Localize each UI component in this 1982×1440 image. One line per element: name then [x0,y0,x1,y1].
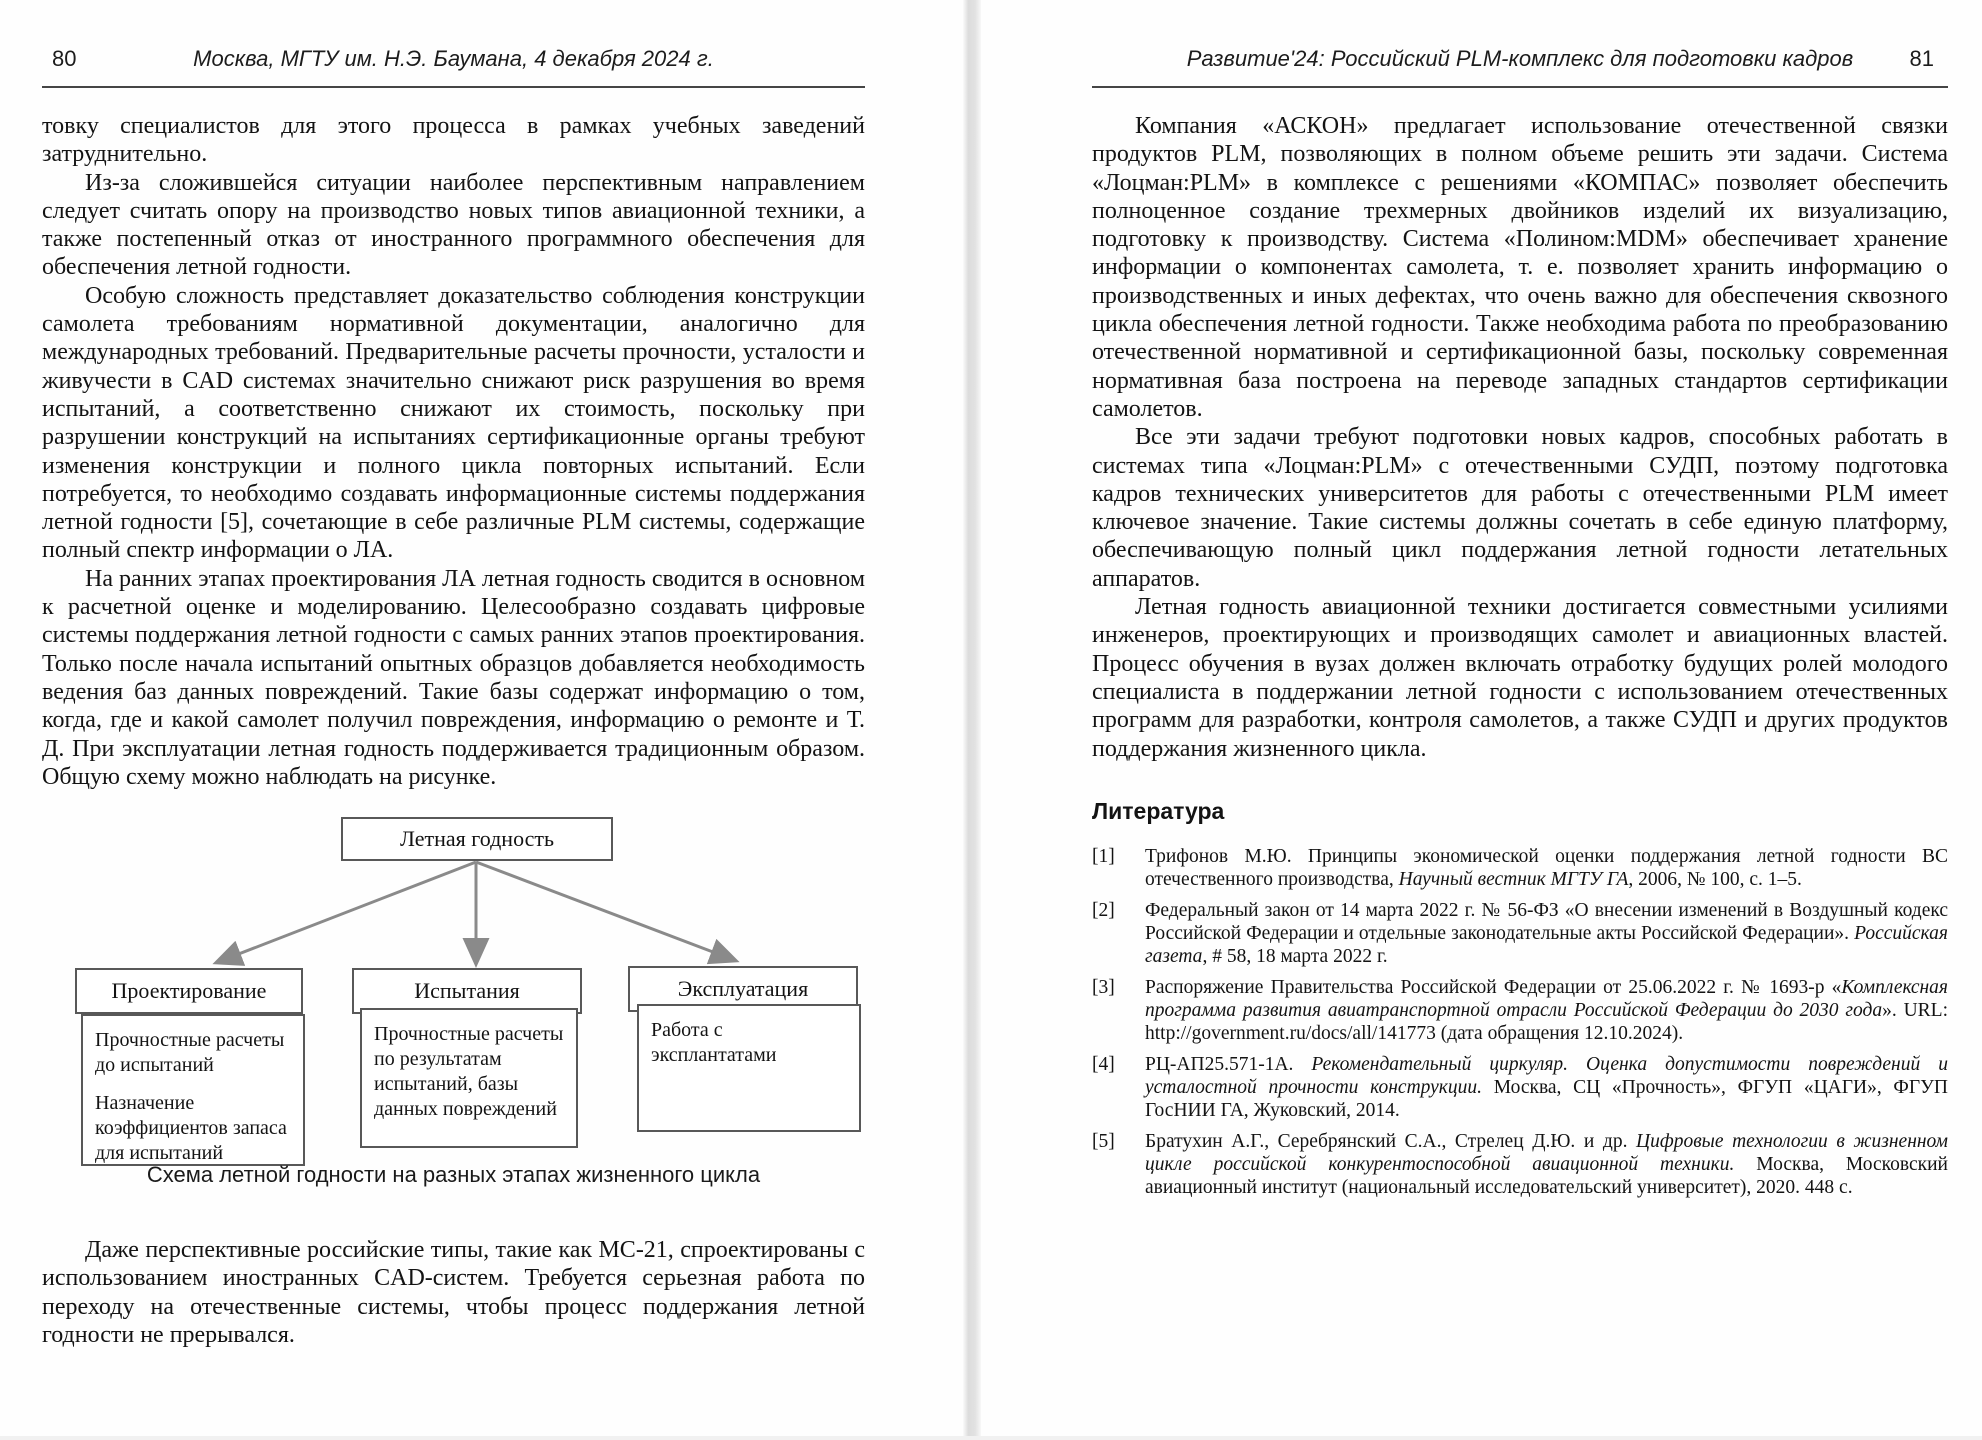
paragraph: Особую сложность представляет доказательство соблюдения конструкции самолета требованиям нормативной документации, аналогично для международных требований. Предварительные расчеты прочности, усталости и живучести в CAD системах значительно снижают риск разрушения во время испытаний, а соответственно снижают их стоимость, поскольку при разрушении конструкций на испытаниях сертификационные органы требуют изменения конструкции и полного цикла повторных испытаний. Если потребуется, то необходимо создавать информационные системы поддержания летной годности [5], сочетающие в себе различные PLM системы, содержащие полный спектр информации о ЛА. [42,282,865,564]
reference-item [1092,1130,1948,1199]
figure-stage-box-operation: Эксплуатация [628,966,858,1012]
figure-detail-box-operation [637,1004,861,1132]
figure-box-root: Летная годность [341,817,613,861]
figure-detail-text: Прочностные расчеты по результатам испытаний, базы данных повреждений [374,1023,564,1120]
reference-text: Братухин А.Г., Серебрянский С.А., Стрелец Д.Ю. и др. Цифровые технологии в жизненном цикле российской конкурентоспособной авиационной техники. Москва, Московский авиационный институт (национальный исследовательский университет), 2020. 448 с. [1145,1131,1949,1199]
paragraph: Летная годность авиационной техники достигается совместными усилиями инженеров, проектирующих и производящих самолет и авиационных властей. Процесс обучения в вузах должен включать отработку будущих ролей молодого специалиста в поддержании летной годности с использованием отечественных программ для разработки, контроля самолетов, а также СУДП и других продуктов поддержания жизненного цикла. [1092,594,1948,762]
reference-number: [4] [1092,1054,1115,1076]
reference-item [1092,845,1948,891]
reference-number: [1] [1092,846,1115,868]
paragraph: Даже перспективные российские типы, такие как МС-21, спроектированы с использованием иностранных CAD-систем. Требуется серьезная работа по переходу на отечественные системы, чтобы процесс поддержания летной годности не прерывался. [42,1237,865,1348]
reference-text: РЦ-АП25.571-1А. Рекомендательный циркуляр. Оценка допустимости повреждений и усталостной прочности конструкции. Москва, СЦ «Прочность», ФГУП «ЦАГИ», ФГУП ГосНИИ ГА, Жуковский, 2014. [1145,1054,1948,1122]
reference-item [1092,976,1948,1045]
body-text-left [42,112,865,791]
reference-number: [3] [1092,977,1115,999]
reference-number: [5] [1092,1131,1115,1153]
body-text-left-after-figure [42,1236,865,1349]
figure-detail-box-testing [360,1008,578,1148]
page-right [1092,0,1948,1440]
reference-item [1092,899,1948,968]
reference-text: Распоряжение Правительства Российской Федерации от 25.06.2022 г. № 1693-р «Комплексная программа развития авиатранспортной отрасли Российской Федерации до 2030 года». URL: http://government.ru/docs/all/141773 (дата обращения 12.10.2024). [1145,977,1948,1045]
reference-item [1092,1053,1948,1122]
paragraph: товку специалистов для этого процесса в рамках учебных заведений затруднительно. [42,113,865,168]
page-gutter-shadow [963,0,981,1440]
figure-stage-box-design: Проектирование [75,968,303,1014]
reference-text: Трифонов М.Ю. Принципы экономической оценки поддержания летной годности ВС отечественного производства, Научный вестник МГТУ ГА, 2006, № 100, с. 1–5. [1145,846,1948,891]
figure-detail-text: Прочностные расчеты до испытаний [95,1029,285,1076]
page-left [42,0,865,1440]
paragraph: Все эти задачи требуют подготовки новых кадров, способных работать в системах типа «Лоцман:PLM» с отечественными СУДП, поэтому подготовка кадров технических университетов для работы с отечественными PLM имеет ключевое значение. Такие системы должны сочетать в себе единую платформу, обеспечивающую полный цикл поддержания летной годности летательных аппаратов. [1092,424,1948,592]
figure-detail-text: Работа с эксплантатами [651,1019,777,1066]
references-list [1092,845,1948,1199]
paragraph: Компания «АСКОН» предлагает использование отечественной связки продуктов PLM, позволяющих в полном объеме решить эти задачи. Система «Лоцман:PLM» в комплексе с решениями «КОМПАС» позволяет обеспечить полноценное создание трехмерных двойников изделий их визуализацию, подготовку к производству. Система «Полином:MDM» обеспечивает хранение информации о компонентах самолета, т. е. позволяет хранить информацию о производственных и иных дефектах, что очень важно для обеспечения сквозного цикла обеспечения летной годности. Также необходима работа по преобразованию отечественной нормативной и сертификационной базы, поскольку современная нормативная база построена на переводе западных стандартов сертификации самолетов. [1092,113,1948,422]
reference-text: Федеральный закон от 14 марта 2022 г. № 56-ФЗ «О внесении изменений в Воздушный кодекс Российской Федерации и отдельные законодательные акты Российской Федерации». Российская газета, # 58, 18 марта 2022 г. [1145,900,1948,968]
body-text-right [1092,112,1948,1207]
figure-detail-text: Назначение коэффициентов запаса для испытаний [95,1092,287,1164]
page-number-right: 81 [1909,46,1934,71]
paragraph: Из-за сложившейся ситуации наиболее перспективным направлением следует считать опору на производство новых типов авиационной техники, а также постепенный отказ от иностранного программного обеспечения для обеспечения летной годности. [42,169,865,281]
figure-detail-box-design [81,1014,305,1166]
running-head-right: Развитие'24: Российский PLM-комплекс для подготовки кадров [1186,46,1854,71]
paragraph: На ранних этапах проектирования ЛА летная годность сводится в основном к расчетной оценке и моделированию. Целесообразно создавать цифровые системы поддержания летной годности с самых ранних этапов проектирования. Только после начала испытаний опытных образцов добавляется необходимость ведения баз данных повреждений. Такие базы содержат информацию о том, когда, где и какой самолет получил повреждения, информацию о ремонте и Т. Д. При эксплуатации летная годность поддерживается традиционным образом. Общую схему можно наблюдать на рисунке. [42,565,865,790]
figure-caption: Схема летной годности на разных этапах жизненного цикла [146,1162,761,1187]
figure-stage-box-testing: Испытания [352,968,582,1014]
header-rule-right [1092,86,1948,88]
literature-heading: Литература [1092,797,1225,824]
running-head-left: Москва, МГТУ им. Н.Э. Баумана, 4 декабря 2024 г. [193,46,714,71]
reference-number: [2] [1092,900,1115,922]
page-number-left: 80 [52,46,77,71]
header-rule-left [42,86,865,88]
